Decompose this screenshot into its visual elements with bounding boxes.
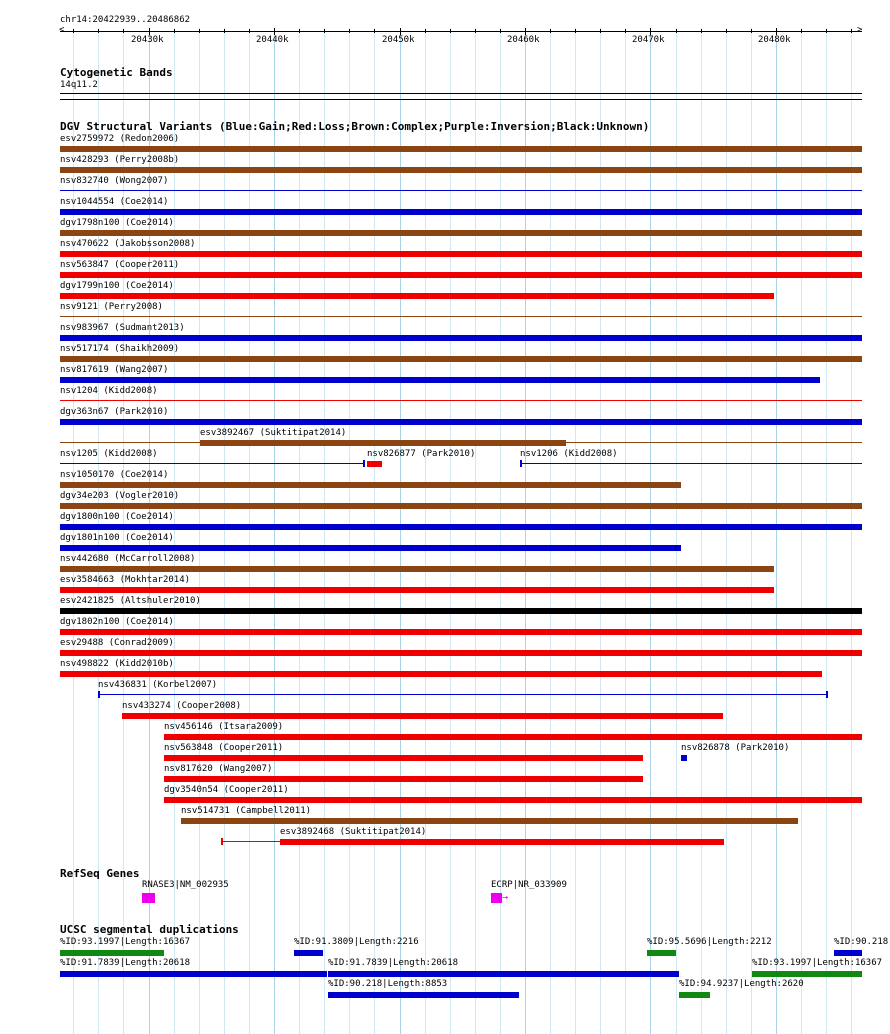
ruler-tick <box>224 29 225 33</box>
dgv-variant-label[interactable]: nsv470622 (Jakobsson2008) <box>60 239 196 249</box>
dgv-variant-bar[interactable] <box>60 272 862 278</box>
ruler-tick <box>625 29 626 33</box>
segdup-bar[interactable] <box>752 971 862 977</box>
dgv-variant-line[interactable] <box>60 400 862 401</box>
dgv-variant-label[interactable]: dgv1802n100 (Coe2014) <box>60 617 174 627</box>
ruler-tick-label: 20460k <box>507 35 540 45</box>
dgv-variant-bar[interactable] <box>60 419 862 425</box>
dgv-variant-label[interactable]: nsv428293 (Perry2008b) <box>60 155 180 165</box>
ruler-tick <box>751 29 752 33</box>
dgv-track-title: DGV Structural Variants (Blue:Gain;Red:Loss;Brown:Complex;Purple:Inversion;Black:Unknown) <box>60 120 650 133</box>
dgv-variant-bar[interactable] <box>367 461 382 467</box>
grid-line <box>751 28 752 1034</box>
segdup-bar[interactable] <box>834 950 862 956</box>
segdup-label[interactable]: %ID:91.7839|Length:20618 <box>328 958 459 968</box>
dgv-variant-label[interactable]: dgv1799n100 (Coe2014) <box>60 281 174 291</box>
segdup-bar[interactable] <box>294 950 323 956</box>
ruler-tick <box>374 29 375 33</box>
dgv-variant-bar[interactable] <box>60 629 862 635</box>
dgv-variant-label[interactable]: esv2421825 (Altshuler2010) <box>60 596 201 606</box>
segdup-label[interactable]: %ID:93.1997|Length:16367 <box>752 958 883 968</box>
dgv-variant-bar[interactable] <box>60 146 862 152</box>
ruler-tick <box>600 29 601 33</box>
strand-arrow-icon: → <box>502 892 509 903</box>
ruler-tick <box>701 29 702 33</box>
segdup-label[interactable]: %ID:91.3809|Length:2216 <box>294 937 419 947</box>
dgv-variant-label[interactable]: nsv1205 (Kidd2008) <box>60 449 158 459</box>
dgv-variant-bar[interactable] <box>60 671 822 677</box>
ruler-tick <box>500 29 501 33</box>
dgv-variant-bar[interactable] <box>164 776 643 782</box>
grid-line <box>374 28 375 1034</box>
dgv-variant-label[interactable]: nsv456146 (Itsara2009) <box>164 722 284 732</box>
ruler-tick <box>174 29 175 33</box>
ruler-tick <box>801 29 802 33</box>
ruler-tick <box>575 29 576 33</box>
ruler-tick <box>123 29 124 33</box>
dgv-variant-line[interactable] <box>520 463 862 464</box>
cytoband-label[interactable]: 14q11.2 <box>60 80 98 90</box>
grid-line <box>801 28 802 1034</box>
ruler-arrow-left: < <box>59 25 65 35</box>
dgv-variant-bar[interactable] <box>200 440 566 446</box>
dgv-variant-label[interactable]: dgv3540n54 (Cooper2011) <box>164 785 289 795</box>
dgv-variant-bar[interactable] <box>60 251 862 257</box>
dgv-variant-bar[interactable] <box>681 755 687 761</box>
ruler-arrow-right: > <box>857 25 863 35</box>
grid-line <box>726 28 727 1034</box>
ruler-tick <box>550 29 551 33</box>
dgv-variant-label[interactable]: nsv1204 (Kidd2008) <box>60 386 158 396</box>
cytoband-line-bottom <box>60 99 862 100</box>
dgv-variant-label[interactable]: esv29488 (Conrad2009) <box>60 638 174 648</box>
segdup-bar[interactable] <box>647 950 676 956</box>
dgv-variant-start-tick <box>221 838 223 845</box>
segdup-label[interactable]: %ID:90.218|Length:8853 <box>328 979 448 989</box>
ruler-tick <box>149 28 150 35</box>
dgv-variant-label[interactable]: nsv1044554 (Coe2014) <box>60 197 169 207</box>
grid-line <box>450 28 451 1034</box>
dgv-variant-label[interactable]: nsv514731 (Campbell2011) <box>181 806 312 816</box>
dgv-variant-label[interactable]: esv3584663 (Mokhtar2014) <box>60 575 191 585</box>
grid-line <box>324 28 325 1034</box>
dgv-variant-label[interactable]: dgv1801n100 (Coe2014) <box>60 533 174 543</box>
grid-line <box>676 28 677 1034</box>
ruler-tick <box>726 29 727 33</box>
dgv-variant-bar[interactable] <box>60 230 862 236</box>
grid-line <box>650 28 651 1034</box>
grid-line <box>274 28 275 1034</box>
segdup-bar[interactable] <box>328 971 679 977</box>
grid-line <box>575 28 576 1034</box>
ruler-tick <box>274 28 275 35</box>
ruler-tick <box>676 29 677 33</box>
dgv-variant-bar[interactable] <box>60 566 774 572</box>
ruler-tick <box>98 29 99 33</box>
dgv-variant-label[interactable]: nsv563848 (Cooper2011) <box>164 743 284 753</box>
grid-line <box>776 28 777 1034</box>
dgv-variant-bar[interactable] <box>164 797 862 803</box>
grid-line <box>299 28 300 1034</box>
grid-line <box>701 28 702 1034</box>
dgv-variant-bar[interactable] <box>60 482 681 488</box>
dgv-variant-label[interactable]: nsv442680 (McCarroll2008) <box>60 554 196 564</box>
dgv-variant-label[interactable]: nsv9121 (Perry2008) <box>60 302 163 312</box>
ruler-tick <box>73 29 74 33</box>
refseq-gene-bar[interactable] <box>491 893 502 903</box>
dgv-variant-label[interactable]: nsv436831 (Korbel2007) <box>98 680 218 690</box>
dgv-variant-label[interactable]: esv2759972 (Redon2006) <box>60 134 180 144</box>
dgv-variant-label[interactable]: esv3892468 (Suktitipat2014) <box>280 827 427 837</box>
ruler-tick <box>826 29 827 33</box>
ruler-tick <box>349 29 350 33</box>
dgv-variant-bar[interactable] <box>60 650 862 656</box>
segdup-label[interactable]: %ID:91.7839|Length:20618 <box>60 958 191 968</box>
ruler-tick <box>475 29 476 33</box>
ruler-tick <box>400 28 401 35</box>
ruler-tick-label: 20450k <box>382 35 415 45</box>
dgv-variant-label[interactable]: nsv433274 (Cooper2008) <box>122 701 242 711</box>
ruler-tick <box>650 28 651 35</box>
ruler-tick <box>450 29 451 33</box>
dgv-variant-start-tick <box>98 691 100 698</box>
ruler-tick <box>249 29 250 33</box>
grid-line <box>475 28 476 1034</box>
dgv-variant-label[interactable]: esv3892467 (Suktitipat2014) <box>200 428 347 438</box>
refseq-gene-bar[interactable] <box>142 893 155 903</box>
dgv-variant-bar[interactable] <box>60 545 681 551</box>
dgv-variant-label[interactable]: dgv1800n100 (Coe2014) <box>60 512 174 522</box>
dgv-variant-label[interactable]: nsv817620 (Wang2007) <box>164 764 273 774</box>
dgv-variant-line[interactable] <box>60 316 862 317</box>
dgv-variant-label[interactable]: nsv817619 (Wang2007) <box>60 365 169 375</box>
grid-line <box>400 28 401 1034</box>
refseq-gene-label[interactable]: ECRP|NR_033909 <box>491 880 567 890</box>
ruler-tick-label: 20430k <box>131 35 164 45</box>
dgv-variant-bar[interactable] <box>181 818 798 824</box>
dgv-variant-label[interactable]: nsv826877 (Park2010) <box>367 449 476 459</box>
dgv-variant-line[interactable] <box>98 694 827 695</box>
dgv-variant-end-tick <box>826 691 828 698</box>
grid-line <box>851 28 852 1034</box>
refseq-track-title: RefSeq Genes <box>60 867 140 880</box>
dgv-variant-line[interactable] <box>60 463 364 464</box>
grid-line <box>249 28 250 1034</box>
dgv-variant-label[interactable]: nsv498822 (Kidd2010b) <box>60 659 174 669</box>
segdup-bar[interactable] <box>328 992 519 998</box>
ruler-tick <box>199 29 200 33</box>
dgv-variant-bar[interactable] <box>60 377 820 383</box>
dgv-variant-bar[interactable] <box>60 503 862 509</box>
ruler-tick-label: 20440k <box>256 35 289 45</box>
ruler-tick <box>851 29 852 33</box>
ruler-tick <box>299 29 300 33</box>
dgv-variant-label[interactable]: nsv563847 (Cooper2011) <box>60 260 180 270</box>
dgv-variant-bar[interactable] <box>122 713 723 719</box>
grid-line <box>600 28 601 1034</box>
segdup-bar[interactable] <box>60 950 164 956</box>
dgv-variant-label[interactable]: nsv826878 (Park2010) <box>681 743 790 753</box>
refseq-gene-label[interactable]: RNASE3|NM_002935 <box>142 880 229 890</box>
grid-line <box>349 28 350 1034</box>
segdup-label[interactable]: %ID:95.5696|Length:2212 <box>647 937 772 947</box>
dgv-variant-end-tick <box>363 460 365 467</box>
dgv-variant-label[interactable]: dgv363n67 (Park2010) <box>60 407 169 417</box>
segdup-track-title: UCSC segmental duplications <box>60 923 239 936</box>
dgv-variant-label[interactable]: nsv983967 (Sudmant2013) <box>60 323 185 333</box>
grid-line <box>625 28 626 1034</box>
dgv-variant-label[interactable]: dgv1798n100 (Coe2014) <box>60 218 174 228</box>
dgv-variant-bar[interactable] <box>60 293 774 299</box>
ruler-tick <box>324 29 325 33</box>
dgv-variant-bar[interactable] <box>60 335 862 341</box>
ruler-tick <box>776 28 777 35</box>
cytoband-track-title: Cytogenetic Bands <box>60 66 173 79</box>
ruler-axis <box>60 31 862 32</box>
dgv-variant-bar[interactable] <box>60 608 862 614</box>
dgv-variant-label[interactable]: dgv34e203 (Vogler2010) <box>60 491 180 501</box>
dgv-variant-bar[interactable] <box>60 356 862 362</box>
ruler-tick <box>425 29 426 33</box>
locus-label: chr14:20422939..20486862 <box>60 15 191 25</box>
dgv-variant-label[interactable]: nsv517174 (Shaikh2009) <box>60 344 180 354</box>
segdup-label[interactable]: %ID:94.9237|Length:2620 <box>679 979 804 989</box>
dgv-variant-label[interactable]: nsv832740 (Wong2007) <box>60 176 169 186</box>
segdup-label[interactable]: %ID:90.218 <box>834 937 889 947</box>
dgv-variant-bar[interactable] <box>60 209 862 215</box>
dgv-variant-label[interactable]: nsv1050170 (Coe2014) <box>60 470 169 480</box>
grid-line <box>826 28 827 1034</box>
dgv-variant-bar[interactable] <box>164 734 862 740</box>
dgv-variant-line[interactable] <box>60 190 862 191</box>
ruler-tick-label: 20480k <box>758 35 791 45</box>
dgv-variant-label[interactable]: nsv1206 (Kidd2008) <box>520 449 618 459</box>
dgv-variant-bar[interactable] <box>60 587 774 593</box>
dgv-variant-bar[interactable] <box>280 839 724 845</box>
cytoband-line-top <box>60 93 862 94</box>
dgv-variant-bar[interactable] <box>60 167 862 173</box>
dgv-variant-bar[interactable] <box>60 524 862 530</box>
ruler-tick-label: 20470k <box>632 35 665 45</box>
dgv-variant-start-tick <box>520 460 522 467</box>
segdup-bar[interactable] <box>60 971 327 977</box>
grid-line <box>425 28 426 1034</box>
segdup-bar[interactable] <box>679 992 710 998</box>
segdup-label[interactable]: %ID:93.1997|Length:16367 <box>60 937 191 947</box>
ruler-tick <box>525 28 526 35</box>
dgv-variant-bar[interactable] <box>164 755 643 761</box>
